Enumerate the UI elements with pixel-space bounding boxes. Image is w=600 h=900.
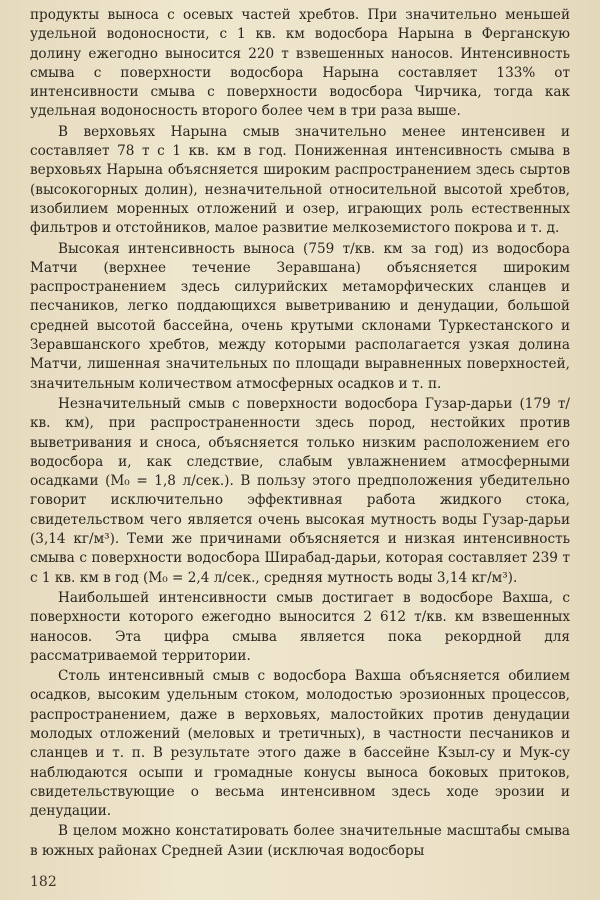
paragraph-1: продукты выноса с осевых частей хребтов. При значительно меньшей удельной водоносности, с 1 кв. км водосбора Нарына в Ферганскую долину ежегодно выносится 220 т взвешенных наносов. Интенсивность смыва с поверхности водосбора Нарына составляет 133% от интенсивности смыва с поверхности водосбора Чирчика, тогда как удельная водоносность второго более чем в три раза выше.	[30, 7, 570, 120]
paragraph-7: В целом можно констатировать более значительные масштабы смыва в южных районах Средней Азии (исключая водосборы	[30, 823, 570, 859]
paragraph-6: Столь интенсивный смыв с водосбора Вахша объясняется обилием осадков, высоким удельным стоком, молодостью эрозионных процессов, распространением, даже в верховьях, малостойких против денудации молодых отложений (меловых и третичных), в частности песчаников и сланцев и т. п. В результате этого даже в бассейне Кзыл-су и Мук-су наблюдаются осыпи и громадные конусы выноса боковых притоков, свидетельствующие о весьма интенсивном здесь ходе эрозии и денудации.	[30, 668, 570, 820]
paragraph-2: В верховьях Нарына смыв значительно менее интенсивен и составляет 78 т с 1 кв. км в год. Пониженная интенсивность смыва в верховьях Нарына объясняется широким распространением здесь сыртов (высокогорных долин), незначительной относительной высотой хребтов, изобилием моренных отложений и озер, играющих роль естественных фильтров и отстойников, малое развитие мелкоземистого покрова и т. д.	[30, 123, 570, 237]
paragraph-3: Высокая интенсивность выноса (759 т/кв. км за год) из водосбора Матчи (верхнее течение Зеравшана) объясняется широким распространением здесь силурийских метаморфических сланцев и песчаников, легко поддающихся выветриванию и денудации, большой средней высотой бассейна, очень крутыми склонами Туркестанского и Зеравшанского хребтов, между которыми располагается узкая долина Матчи, лишенная значительных по площади выравненных поверхностей, значительным количеством атмосферных осадков и т. п.	[30, 240, 570, 392]
paragraph-4: Незначительный смыв с поверхности водосбора Гузар-дарьи (179 т/кв. км), при распространенности здесь пород, нестойких против выветривания и сноса, объясняется только низким расположением его водосбора и, как следствие, слабым увлажнением атмосферными осадками (M₀ = 1,8 л/сек.). В пользу этого предположения убедительно говорит исключительно эффективная работа жидкого стока, свидетельством чего является очень высокая мутность воды Гузар-дарьи (3,14 кг/м³). Теми же причинами объясняется и низкая интенсивность смыва с поверхности водосбора Ширабад-дарьи, которая составляет 239 т с 1 кв. км в год (M₀ = 2,4 л/сек., средняя мутность воды 3,14 кг/м³).	[30, 395, 570, 586]
page-number: 182	[30, 874, 57, 890]
paragraph-5: Наибольшей интенсивности смыв достигает в водосборе Вахша, с поверхности которого ежегодно выносится 2 612 т/кв. км взвешенных наносов. Эта цифра смыва является пока рекордной для рассматриваемой территории.	[30, 589, 570, 664]
